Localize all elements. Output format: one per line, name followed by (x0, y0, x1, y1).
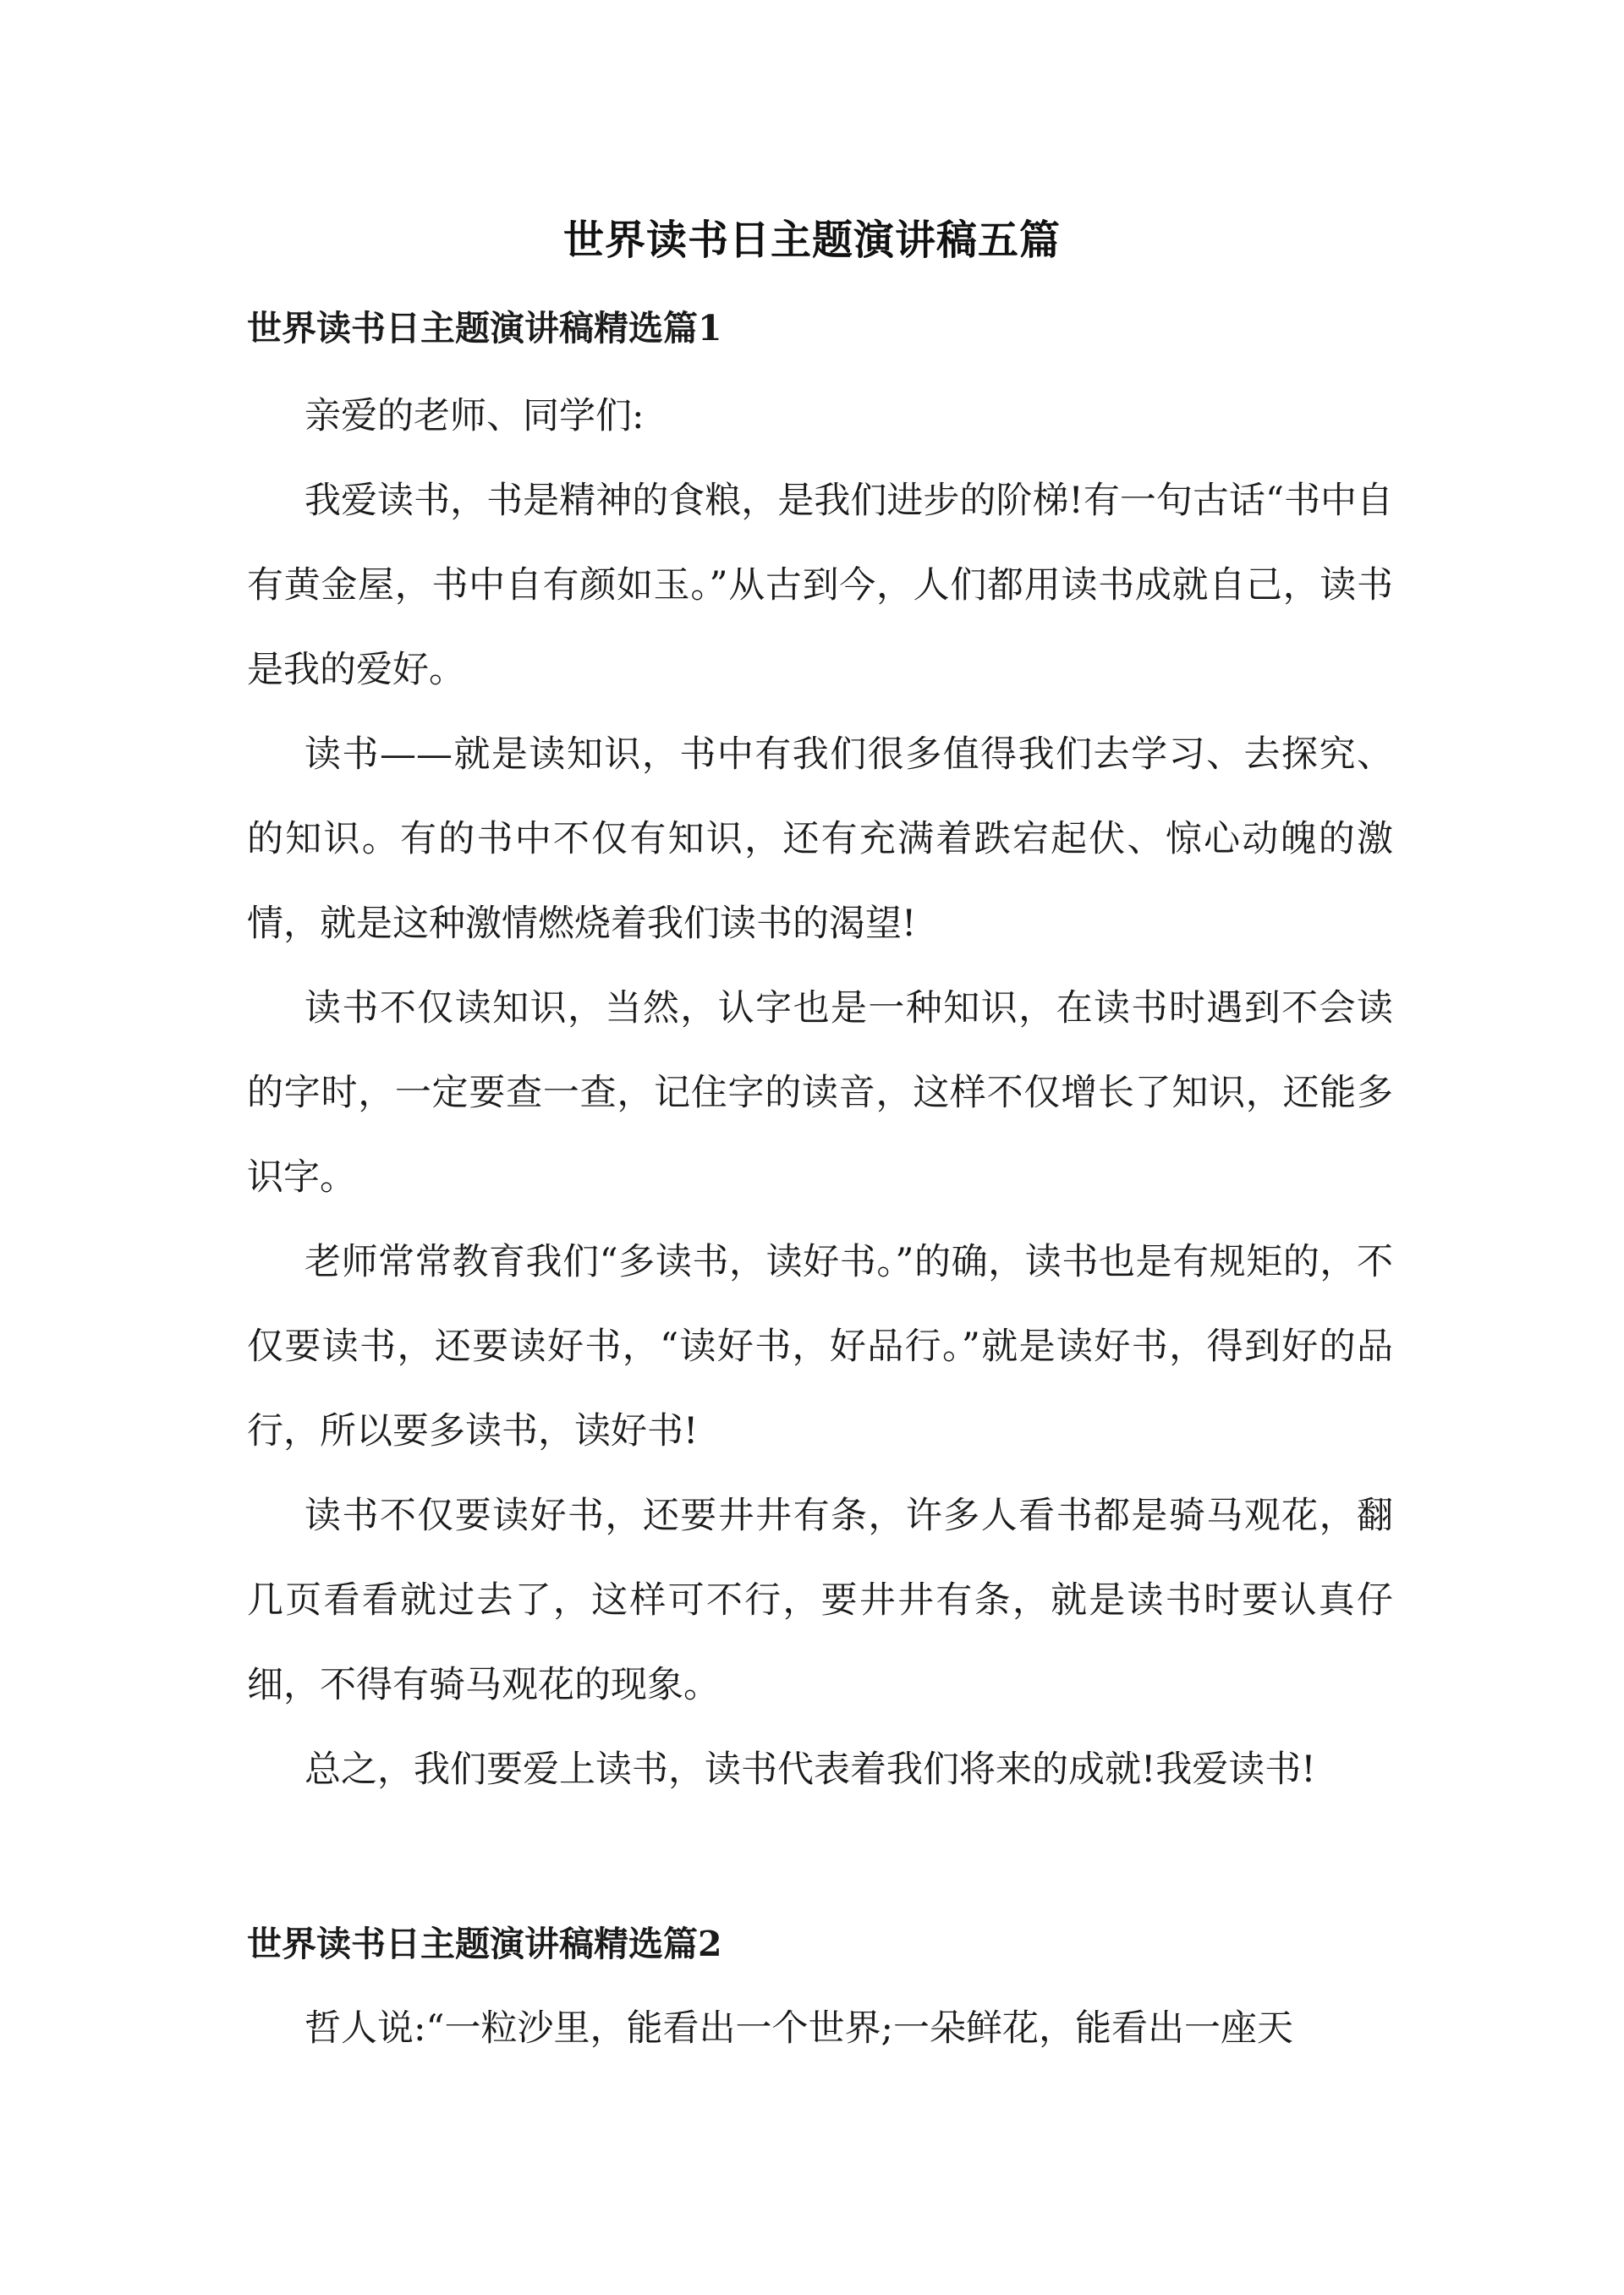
paragraph-philosopher-quote: 哲人说:“一粒沙里，能看出一个世界;一朵鲜花，能看出一座天 (304, 2007, 1293, 2050)
paragraph-read-carefully: 读书不仅要读好书，还要井井有条，许多人看书都是骑马观花，翻几页看看就过去了，这样可不行，要井井有条，就是读书时要认真仔细，不得有骑马观花的现象。 (247, 1495, 1393, 1706)
section-heading-2: 世界读书日主题演讲稿精选篇2 (247, 1924, 722, 1964)
paragraph-reading-knowledge: 读书——就是读知识，书中有我们很多值得我们去学习、去探究、的知识。有的书中不仅有知识，还有充满着跌宕起伏、惊心动魄的激情，就是这种激情燃烧着我们读书的渴望! (247, 733, 1393, 945)
paragraph-greeting: 亲爱的老师、同学们: (304, 395, 645, 437)
paragraph-read-good-books: 老师常常教育我们“多读书，读好书。”的确，读书也是有规矩的，不仅要读书，还要读好书，“读好书，好品行。”就是读好书，得到好的品行，所以要多读书，读好书! (247, 1241, 1393, 1452)
paragraph-conclusion: 总之，我们要爱上读书，读书代表着我们将来的成就!我爱读书! (304, 1749, 1316, 1791)
document-title: 世界读书日主题演讲稿五篇 (562, 217, 1061, 264)
paragraph-learning-characters: 读书不仅读知识，当然，认字也是一种知识，在读书时遇到不会读的字时，一定要查一查，记住字的读音，这样不仅增长了知识，还能多识字。 (247, 987, 1393, 1199)
paragraph-love-reading: 我爱读书，书是精神的食粮，是我们进步的阶梯!有一句古话“书中自有黄金屋，书中自有颜如玉。”从古到今，人们都用读书成就自己，读书是我的爱好。 (247, 480, 1393, 691)
section-heading-1: 世界读书日主题演讲稿精选篇1 (247, 308, 722, 349)
